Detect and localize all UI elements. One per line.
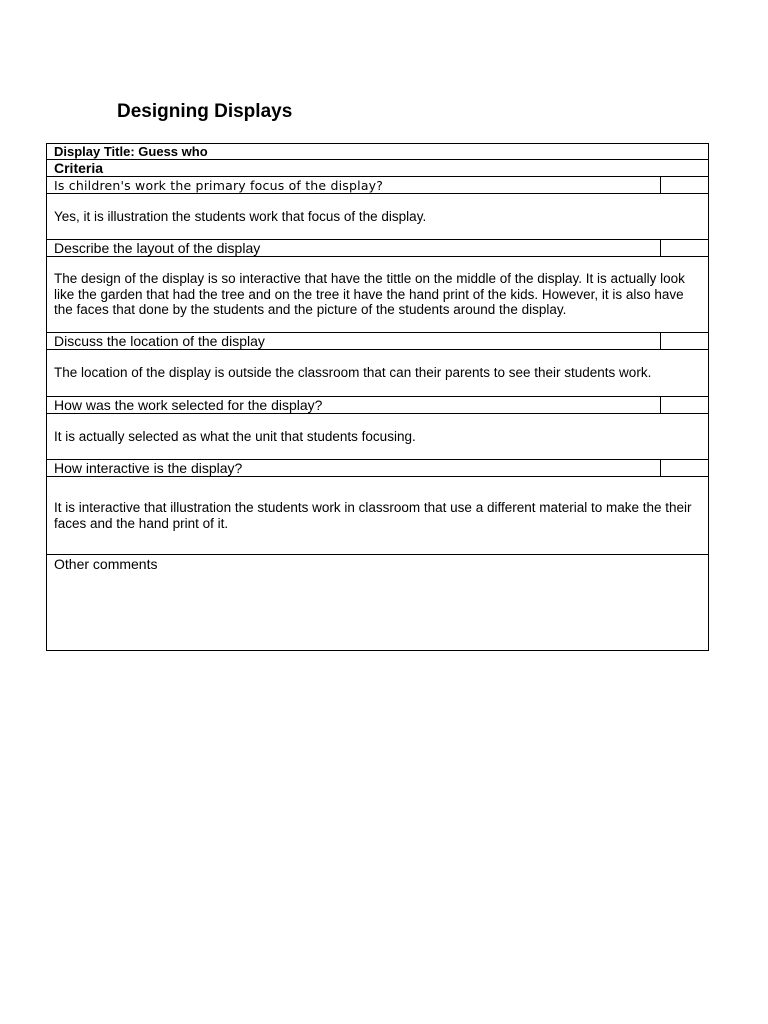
question-cell: Describe the layout of the display bbox=[47, 240, 661, 257]
question-row bbox=[47, 177, 709, 194]
document-title: Designing Displays bbox=[117, 101, 293, 122]
answer-cell[interactable]: Yes, it is illustration the students work that focus of the display. bbox=[47, 194, 709, 240]
question-side-cell[interactable] bbox=[661, 397, 709, 414]
display-title-row bbox=[47, 144, 709, 160]
other-comments-cell[interactable] bbox=[47, 555, 709, 651]
question-side-cell[interactable] bbox=[661, 460, 709, 477]
question-cell: How was the work selected for the display? bbox=[47, 397, 661, 414]
question-cell: Discuss the location of the display bbox=[47, 333, 661, 350]
question-row bbox=[47, 240, 709, 257]
question-cell: Is children's work the primary focus of the display? bbox=[47, 177, 661, 194]
answer-row bbox=[47, 414, 709, 460]
question-row bbox=[47, 333, 709, 350]
other-comments-row bbox=[47, 555, 709, 651]
answer-row bbox=[47, 477, 709, 555]
question-row bbox=[47, 460, 709, 477]
question-cell: How interactive is the display? bbox=[47, 460, 661, 477]
other-comments-label: Other comments bbox=[54, 556, 158, 572]
question-side-cell[interactable] bbox=[661, 240, 709, 257]
display-title-cell: Display Title: Guess who bbox=[47, 144, 709, 160]
display-criteria-form bbox=[46, 143, 709, 651]
question-side-cell[interactable] bbox=[661, 177, 709, 194]
criteria-heading: Criteria bbox=[47, 160, 709, 177]
question-row bbox=[47, 397, 709, 414]
answer-cell[interactable]: The location of the display is outside the classroom that can their parents to see their students work. bbox=[47, 350, 709, 397]
answer-row bbox=[47, 194, 709, 240]
answer-cell[interactable]: It is interactive that illustration the students work in classroom that use a different material to make the their faces and the hand print of it. bbox=[47, 477, 709, 555]
answer-cell[interactable]: It is actually selected as what the unit that students focusing. bbox=[47, 414, 709, 460]
question-side-cell[interactable] bbox=[661, 333, 709, 350]
answer-row bbox=[47, 350, 709, 397]
answer-cell[interactable]: The design of the display is so interactive that have the tittle on the middle of the display. It is actually look like the garden that had the tree and on the tree it have the hand print of the kids. However, it is also have the faces that done by the students and the picture of the students around the display. bbox=[47, 257, 709, 333]
criteria-header-row bbox=[47, 160, 709, 177]
answer-row bbox=[47, 257, 709, 333]
